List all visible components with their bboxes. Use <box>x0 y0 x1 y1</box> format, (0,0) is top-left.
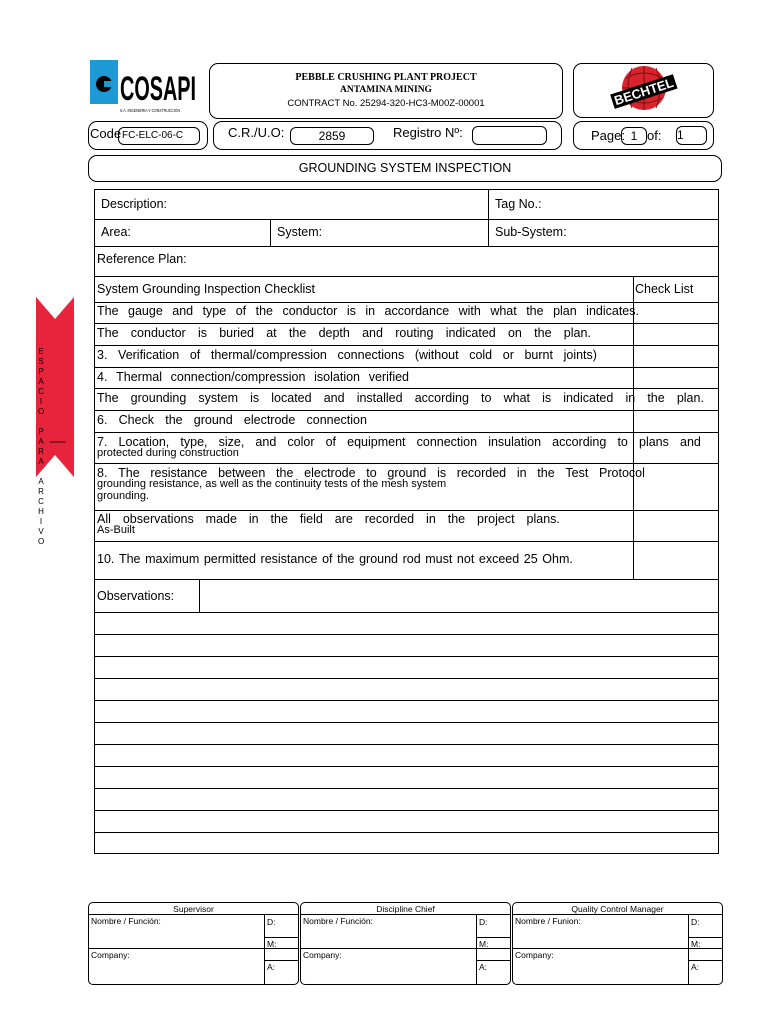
checklist-item-word: indicated <box>445 326 496 340</box>
checklist-item-word: the <box>537 466 555 480</box>
checklist-item-word: in <box>365 304 376 318</box>
checklist-item-text <box>97 304 639 318</box>
client-name: ANTAMINA MINING <box>340 85 432 95</box>
banner-letter: H <box>38 507 44 516</box>
checklist-item-word: the <box>276 466 294 480</box>
checklist-item-text <box>97 391 704 405</box>
cr-field[interactable]: 2859 <box>290 127 374 145</box>
checklist-item-word: with <box>458 304 481 318</box>
checklist-item-word: of <box>322 552 333 566</box>
checklist-item-word: conductor <box>282 304 338 318</box>
checklist-item-word: 3. <box>97 348 108 362</box>
checklist-item-word: 4. <box>97 370 108 384</box>
checklist-item-word: in <box>426 512 436 526</box>
project-title: PEBBLE CRUSHING PLANT PROJECT <box>295 72 477 83</box>
signature-year-label: A: <box>267 962 276 972</box>
signature-year-label: A: <box>691 962 700 972</box>
checklist-item-word: buried <box>219 326 254 340</box>
svg-text:BECHTEL: BECHTEL <box>612 74 676 109</box>
checklist-item-word: are <box>334 512 353 526</box>
signature-box <box>300 902 511 985</box>
signature-name-label: Nombre / Funion: <box>515 916 581 926</box>
signature-month-label: M: <box>479 939 489 949</box>
checklist-item-word: observations <box>122 512 194 526</box>
checklist-item-word: isolation <box>314 370 361 384</box>
checklist-check-cell[interactable] <box>634 368 718 386</box>
checklist-item-word: 6. <box>97 413 108 427</box>
signature-day-label: D: <box>267 917 276 927</box>
inspection-form <box>94 189 719 854</box>
subsystem-label: Sub-System: <box>495 225 567 239</box>
banner-letter: C <box>38 497 44 506</box>
tag-label: Tag No.: <box>495 197 542 211</box>
checklist-item-word: is <box>437 466 447 480</box>
checklist-item-word: 25 <box>523 552 538 566</box>
checklist-item-continuation: grounding resistance, as well as the continuity tests of the mesh system <box>97 478 447 490</box>
checklist-item-word: between <box>218 466 266 480</box>
of-label: of: <box>647 128 662 143</box>
checklist-item-word: The <box>97 326 119 340</box>
banner-letter: P <box>38 367 44 376</box>
code-field[interactable]: FC-ELC-06-C <box>118 127 200 145</box>
checklist-item-word: plan. <box>563 326 591 340</box>
checklist-item-word: size, <box>218 435 245 449</box>
checklist-item-word: plan <box>553 304 577 318</box>
signature-day-label: D: <box>691 917 700 927</box>
checklist-item-word: plans. <box>526 512 560 526</box>
checklist-item-word: ground <box>387 466 427 480</box>
checklist-item-word: of <box>235 304 247 318</box>
banner-letter: S <box>38 357 44 366</box>
checklist-item-word: what <box>503 391 530 405</box>
checklist-item-text <box>97 370 409 384</box>
checklist-item-word: routing <box>395 326 434 340</box>
checklist-item-text <box>97 413 367 427</box>
checklist-item-word: exceed <box>478 552 520 566</box>
checklist-item-word: is <box>250 391 260 405</box>
checklist-header-word: System <box>97 282 139 296</box>
checklist-header-word: Grounding <box>142 282 201 296</box>
checklist-check-cell[interactable] <box>634 411 718 429</box>
checklist-check-cell[interactable] <box>634 464 718 482</box>
checklist-item-word: rod <box>402 552 421 566</box>
checklist-item-word: the <box>534 326 552 340</box>
signature-title: Discipline Chief <box>301 903 510 915</box>
signature-name-label: Nombre / Función: <box>303 916 373 926</box>
checklist-item-word: conductor <box>130 326 186 340</box>
signature-month-label: M: <box>267 939 277 949</box>
checklist-check-cell[interactable] <box>634 302 718 320</box>
checklist-item-word: and <box>255 435 277 449</box>
signature-day-label: D: <box>479 917 488 927</box>
checklist-item-word: must <box>425 552 453 566</box>
checklist-item-word: thermal/compression <box>210 348 327 362</box>
checklist-item-continuation: grounding. <box>97 490 149 502</box>
checklist-item-word: is <box>346 304 356 318</box>
checklist-item-word: 8. <box>97 466 108 480</box>
checklist-item-word: the <box>270 512 288 526</box>
signature-title: Supervisor <box>89 903 298 915</box>
checklist-check-cell[interactable] <box>634 346 718 364</box>
checklist-item-text <box>97 552 573 566</box>
signature-title: Quality Control Manager <box>513 903 722 915</box>
checklist-item-word: 10. <box>97 552 115 566</box>
registro-field[interactable] <box>472 126 547 145</box>
checklist-item-word: or <box>502 348 514 362</box>
checklist-header-word: Inspection <box>203 282 261 296</box>
checklist-item-word: is <box>542 391 552 405</box>
reference-plan-label: Reference Plan: <box>97 252 187 266</box>
checklist-check-cell[interactable] <box>634 550 718 568</box>
observations-label: Observations: <box>97 589 175 603</box>
checklist-header-word: Checklist <box>264 282 315 296</box>
area-label: Area: <box>101 225 131 239</box>
form-title: GROUNDING SYSTEM INSPECTION <box>88 155 722 182</box>
checklist-item-word: to <box>481 391 492 405</box>
checklist-item-word: (without <box>414 348 459 362</box>
checklist-item-word: verified <box>368 370 409 384</box>
checklist-item-word: grounding <box>130 391 187 405</box>
checklist-item-word: and <box>172 304 194 318</box>
banner-letter: V <box>38 527 44 536</box>
checklist-item-word: The <box>97 391 119 405</box>
checklist-item-word: burnt <box>524 348 553 362</box>
checklist-item-word: located <box>271 391 312 405</box>
checklist-item-word: type <box>202 304 227 318</box>
checklist-item-word: in <box>248 512 259 526</box>
checklist-item-word: electrode <box>304 466 356 480</box>
checklist-item-word: depth <box>318 326 350 340</box>
checklist-item-word: field <box>299 512 323 526</box>
checklist-item-text <box>97 326 591 340</box>
checklist-item-word: indicates. <box>586 304 639 318</box>
banner-letter: A <box>38 457 44 466</box>
checklist-item-word: the <box>337 552 355 566</box>
checklist-item-word: Test <box>565 466 589 480</box>
signature-box <box>88 902 299 985</box>
banner-letter: A <box>38 377 44 386</box>
checklist-item-word: color <box>287 435 315 449</box>
checklist-item-word: cold <box>469 348 493 362</box>
signature-year-label: A: <box>479 962 488 972</box>
checklist-item-word: Location, <box>118 435 170 449</box>
checklist-item-word: plans <box>639 435 669 449</box>
checklist-item-word: connection <box>306 413 367 427</box>
checklist-item-word: joints) <box>563 348 597 362</box>
checklist-check-cell[interactable] <box>634 510 718 528</box>
checklist-item-word: indicated <box>563 391 614 405</box>
banner-letter: R <box>38 487 44 496</box>
banner-letter: A <box>38 437 44 446</box>
checklist-item-word: to <box>366 466 377 480</box>
checklist-check-cell[interactable] <box>634 433 718 451</box>
checklist-item-word: according <box>414 391 469 405</box>
checklist-item-word: and <box>362 326 383 340</box>
banner-letter: C <box>38 387 44 396</box>
banner-letter: A <box>38 477 44 486</box>
banner-letter: E <box>38 347 44 356</box>
contract-number: CONTRACT No. 25294-320-HC3-M00Z-00001 <box>287 98 485 109</box>
checklist-item-word: 7. <box>97 435 108 449</box>
signature-box <box>512 902 723 985</box>
checklist-item-word: resistance <box>260 552 318 566</box>
checklist-item-word: project <box>477 512 515 526</box>
checklist-item-word: at <box>266 326 277 340</box>
checklist-item-continuation: protected during construction <box>97 447 239 459</box>
signature-company-label: Company: <box>91 950 130 960</box>
checklist-item-word: All <box>97 512 111 526</box>
checklist-item-word: installed <box>356 391 403 405</box>
page-label: Page: <box>591 128 625 143</box>
checklist-item-word: the <box>526 304 544 318</box>
checklist-item-word: according <box>552 435 607 449</box>
checklist-item-word: gauge <box>128 304 163 318</box>
checklist-item-word: of <box>189 348 201 362</box>
checklist-item-word: on <box>507 326 522 340</box>
checklist-item-word: system <box>198 391 238 405</box>
checklist-item-word: equipment <box>347 435 406 449</box>
checklist-item-word: in <box>516 466 527 480</box>
checklist-item-word: Check <box>118 413 155 427</box>
checklist-item-word: insulation <box>488 435 542 449</box>
checklist-item-word: the <box>288 326 307 340</box>
checklist-item-word: Verification <box>118 348 180 362</box>
checklist-check-cell[interactable] <box>634 324 718 342</box>
checklist-item-word: permitted <box>203 552 256 566</box>
checklist-item-word: connection/compression <box>170 370 306 384</box>
checklist-header <box>97 282 315 296</box>
checklist-item-word: recorded <box>456 466 507 480</box>
checklist-item-word: what <box>490 304 517 318</box>
checklist-item-text <box>97 512 560 526</box>
banner-letter: P <box>38 427 44 436</box>
signature-month-label: M: <box>691 939 701 949</box>
checklist-item-word: and <box>680 435 701 449</box>
banner-letter: R <box>38 447 44 456</box>
checklist-item-word: Thermal <box>116 370 162 384</box>
page-number-field[interactable]: 1 <box>621 127 647 145</box>
checklist-item-word: Ohm. <box>542 552 573 566</box>
svg-text:S.A. INGENIERIA Y CONSTRUCCION: S.A. INGENIERIA Y CONSTRUCCION <box>120 108 180 113</box>
checklist-item-word: made <box>205 512 237 526</box>
checklist-item-word: The <box>97 304 119 318</box>
checklist-item-word: not <box>456 552 475 566</box>
bechtel-logo-box <box>573 63 714 118</box>
registro-label: Registro Nº: <box>393 125 463 140</box>
checklist-item-word: the <box>255 304 273 318</box>
checklist-item-word: plan. <box>676 391 704 405</box>
svg-text:COSAPI: COSAPI <box>120 70 196 108</box>
checklist-item-word: electrode <box>243 413 296 427</box>
checklist-item-continuation: As-Built <box>97 524 135 536</box>
checklist-item-word: maximum <box>145 552 200 566</box>
checklist-check-cell[interactable] <box>634 389 718 407</box>
checklist-item-word: connection <box>416 435 478 449</box>
checklist-item-word: The <box>118 466 140 480</box>
checklist-item-word: The <box>118 552 141 566</box>
checklist-item-word: ground <box>359 552 399 566</box>
checklist-item-word: ground <box>193 413 233 427</box>
checklist-item-word: type, <box>180 435 208 449</box>
checklist-item-word: is <box>197 326 207 340</box>
checklist-item-word: the <box>647 391 665 405</box>
checklist-item-word: in <box>625 391 636 405</box>
page-total-field[interactable]: 1 <box>676 126 707 145</box>
description-label: Description: <box>101 197 167 211</box>
checklist-item-text <box>97 348 597 362</box>
checklist-item-word: connections <box>337 348 405 362</box>
cr-label: C.R./U.O: <box>228 125 285 140</box>
signature-company-label: Company: <box>515 950 554 960</box>
checklist-item-word: to <box>617 435 628 449</box>
signature-company-label: Company: <box>303 950 342 960</box>
checklist-column-label: Check List <box>635 282 694 296</box>
banner-letter: O <box>38 407 45 416</box>
checklist-item-word: the <box>447 512 466 526</box>
system-label: System: <box>277 225 323 239</box>
checklist-item-word: resistance <box>150 466 208 480</box>
checklist-item-word: accordance <box>384 304 450 318</box>
code-label: Code <box>90 126 122 141</box>
banner-letter: I <box>39 517 43 526</box>
signature-name-label: Nombre / Función: <box>91 916 161 926</box>
checklist-item-word: recorded <box>364 512 415 526</box>
project-info-box <box>209 63 563 119</box>
checklist-item-word: Protocol <box>599 466 645 480</box>
banner-letter: I <box>39 397 43 406</box>
checklist-item-word: of <box>325 435 337 449</box>
bechtel-logo <box>574 64 715 119</box>
banner-letter: O <box>38 537 45 546</box>
cosapi-logo <box>90 60 197 116</box>
checklist-item-word: the <box>165 413 183 427</box>
checklist-item-word: and <box>323 391 345 405</box>
